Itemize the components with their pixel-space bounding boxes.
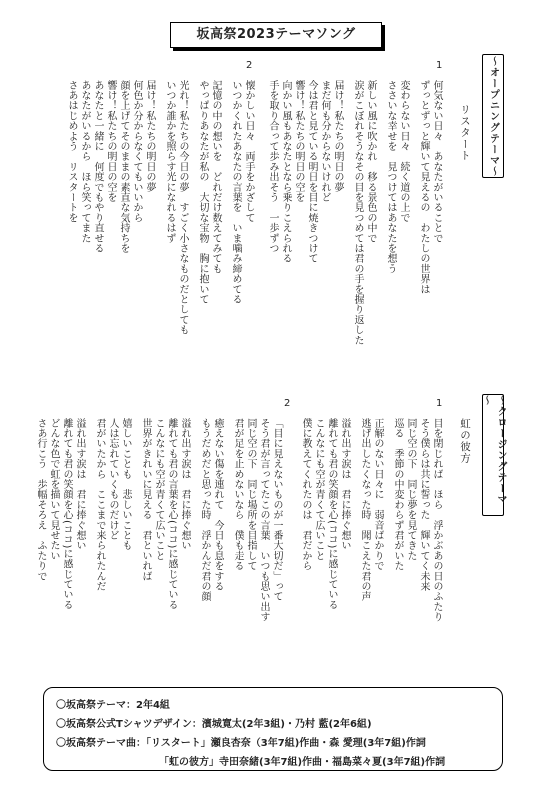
lyric-line: やっぱりあなたが私の 大切な宝物 胸に抱いて bbox=[197, 80, 208, 305]
lyric-line: 目を閉じれば ほら 浮かぶあの日のふたり bbox=[431, 418, 442, 622]
stanza-gap bbox=[156, 80, 163, 380]
closing-theme-tab: ～クロージングテーマ～ bbox=[482, 394, 504, 516]
lyric-line: 何気ない日々 あなたがいることで bbox=[431, 80, 442, 244]
closing-verse2 bbox=[34, 418, 283, 650]
lyric-line: いつか誰かを照らす光になれるはず bbox=[164, 80, 175, 244]
stanza-gap bbox=[86, 418, 93, 650]
opening-verse1 bbox=[266, 80, 443, 380]
lyric-line: 離れても君の笑顔を心(ココ)に感じている bbox=[326, 418, 337, 610]
lyric-line: 正解のない日々に 弱音ばかりで bbox=[372, 418, 383, 571]
lyric-line: 「目に見えないものが一番大切だ」って bbox=[271, 418, 282, 602]
lyric-line: もうだめだと思った時 浮かんだ君の顔 bbox=[199, 418, 210, 602]
lyric-line: 手を取り合って歩み出そう 一歩ずつ bbox=[267, 80, 278, 254]
credit-tshirt: 〇坂高祭公式Tシャツデザイン：濱城寛太(2年3組)・乃村 藍(2年6組) bbox=[56, 719, 372, 730]
lyric-line: 懐かしい日々 両手をかざして bbox=[243, 80, 254, 223]
lyric-line: 記憶の中の想いを どれだけ数えてみても bbox=[210, 80, 221, 274]
lyric-line: こんなにも空が青くて広いこと bbox=[313, 418, 324, 561]
lyric-line: そう僕らは共に誓った 輝いてく未来 bbox=[418, 418, 429, 592]
lyric-line: 人は忘れていくものだけど bbox=[107, 418, 118, 541]
stanza-gap bbox=[410, 80, 417, 380]
lyric-line: 君がいたから ここまで来られたんだ bbox=[94, 418, 105, 592]
opening-verse2 bbox=[65, 80, 255, 380]
lyric-line: 今は君と見ている明日を目に焼きつけて bbox=[306, 80, 317, 264]
lyric-line: 向かい風もあなたとなら乗りこえられる bbox=[280, 80, 291, 264]
lyric-line: さあ行こう 歩幅そろえ ふたりで bbox=[35, 418, 46, 582]
lyric-line: 届け！私たちの明日の夢 bbox=[332, 80, 343, 193]
lyric-line: 光れ！私たちの今日の夢 すごく小さなものだとしても bbox=[177, 80, 188, 335]
lyric-line: 顔を上げてそのままの素直な気持ちを bbox=[118, 80, 129, 254]
lyric-line: 溢れ出す涙は 君に捧ぐ想い bbox=[74, 418, 85, 551]
lyric-line: そう君が言ってたこの言葉 いつも思い出す bbox=[258, 418, 269, 622]
lyric-line: どんな色で虹を描いて見せたい bbox=[48, 418, 59, 561]
stanza-gap bbox=[132, 418, 139, 650]
stanza-gap bbox=[351, 418, 358, 650]
stanza-gap bbox=[224, 418, 231, 650]
lyric-line: ずっとずっと輝いて見えるの わたしの世界は bbox=[418, 80, 429, 295]
lyric-line: 逃げ出したくなった時 聞こえた君の声 bbox=[359, 418, 370, 602]
lyric-line: 嬉しいことも 悲しいことも bbox=[120, 418, 131, 551]
lyric-line: 何色か分からなくてもいいから bbox=[131, 80, 142, 223]
credits-box bbox=[43, 687, 503, 771]
lyric-line: 涙がこぼれそうなその目を見つめては君の手を握り返した bbox=[352, 80, 363, 346]
lyric-line: まだ何も分からないけれど bbox=[319, 80, 330, 203]
stanza-gap bbox=[384, 418, 391, 650]
lyric-line: 溢れ出す涙は 君に捧ぐ想い bbox=[179, 418, 190, 551]
credit-theme: 〇坂高祭テーマ：2年4組 bbox=[56, 700, 170, 711]
lyric-line: さあはじめよう リスタートを bbox=[66, 80, 77, 223]
lyric-line: 同じ空の下 同じ夢を見てきた bbox=[405, 418, 416, 561]
credit-song-niji: 「虹の彼方」寺田奈緒(3年7組)作曲・福島菜々夏(3年7組)作詞 bbox=[159, 757, 446, 768]
closing-verse1 bbox=[299, 418, 443, 650]
lyric-line: 離れても君の笑顔を心(ココ)に感じている bbox=[61, 418, 72, 610]
lyric-line: あなたと一緒に 何度でもやり直せる bbox=[92, 80, 103, 254]
closing-verse2-number: 2 bbox=[284, 398, 291, 409]
opening-verse1-number: 1 bbox=[436, 60, 443, 71]
lyric-line: 離れても君の言葉を心(ココ)に感じている bbox=[166, 418, 177, 610]
opening-theme-tab: ～オープニングテーマ～ bbox=[482, 54, 504, 178]
stanza-gap bbox=[222, 80, 229, 380]
stanza-gap bbox=[377, 80, 384, 380]
lyric-line: 世界がきれいに見える 君といれば bbox=[140, 418, 151, 582]
lyric-line: 巡る 季節の中変わらず君がいた bbox=[392, 418, 403, 571]
lyric-line: 変わらない日々 続く道の上で bbox=[398, 80, 409, 223]
lyric-line: ささいな幸せを 見つけてはあなたを想う bbox=[385, 80, 396, 274]
opening-verse2-number: 2 bbox=[246, 60, 253, 71]
lyric-line: 響け！私たちの明日の空を bbox=[105, 80, 116, 203]
lyric-line: いつかくれたあなたの言葉を いま噛み締めてる bbox=[230, 80, 241, 305]
closing-song-title: 虹の彼方 bbox=[459, 418, 471, 464]
stanza-gap bbox=[191, 418, 198, 650]
lyric-line: あなたがいるから ほら笑ってまた bbox=[79, 80, 90, 244]
stanza-gap bbox=[344, 80, 351, 380]
lyric-line: 君が足を止めないなら 僕も走る bbox=[232, 418, 243, 571]
lyric-line: 癒えない傷を連れて 今日も息をする bbox=[212, 418, 223, 592]
credit-song-restart: 〇坂高祭テーマ曲：「リスタート」瀬良杏奈（3年7組)作曲・森 愛理(3年7組)作詞 bbox=[56, 738, 426, 749]
lyric-line: 届け！私たちの明日の夢 bbox=[144, 80, 155, 193]
lyric-line: こんなにも空が青くて広いこと bbox=[153, 418, 164, 561]
lyric-line: 僕に教えてくれたのは 君だから bbox=[300, 418, 311, 571]
lyric-line: 同じ空の下 同じ場所を目指して bbox=[245, 418, 256, 571]
page-title: 坂高祭2023テーマソング bbox=[170, 22, 382, 48]
stanza-gap bbox=[189, 80, 196, 380]
lyric-line: 新しい風に吹かれ 移る景色の中で bbox=[365, 80, 376, 244]
lyric-line: 響け！私たちの明日の空を bbox=[293, 80, 304, 203]
opening-song-title: リスタート bbox=[459, 104, 471, 162]
closing-verse1-number: 1 bbox=[436, 398, 443, 409]
lyric-line: 溢れ出す涙は 君に捧ぐ想い bbox=[339, 418, 350, 551]
